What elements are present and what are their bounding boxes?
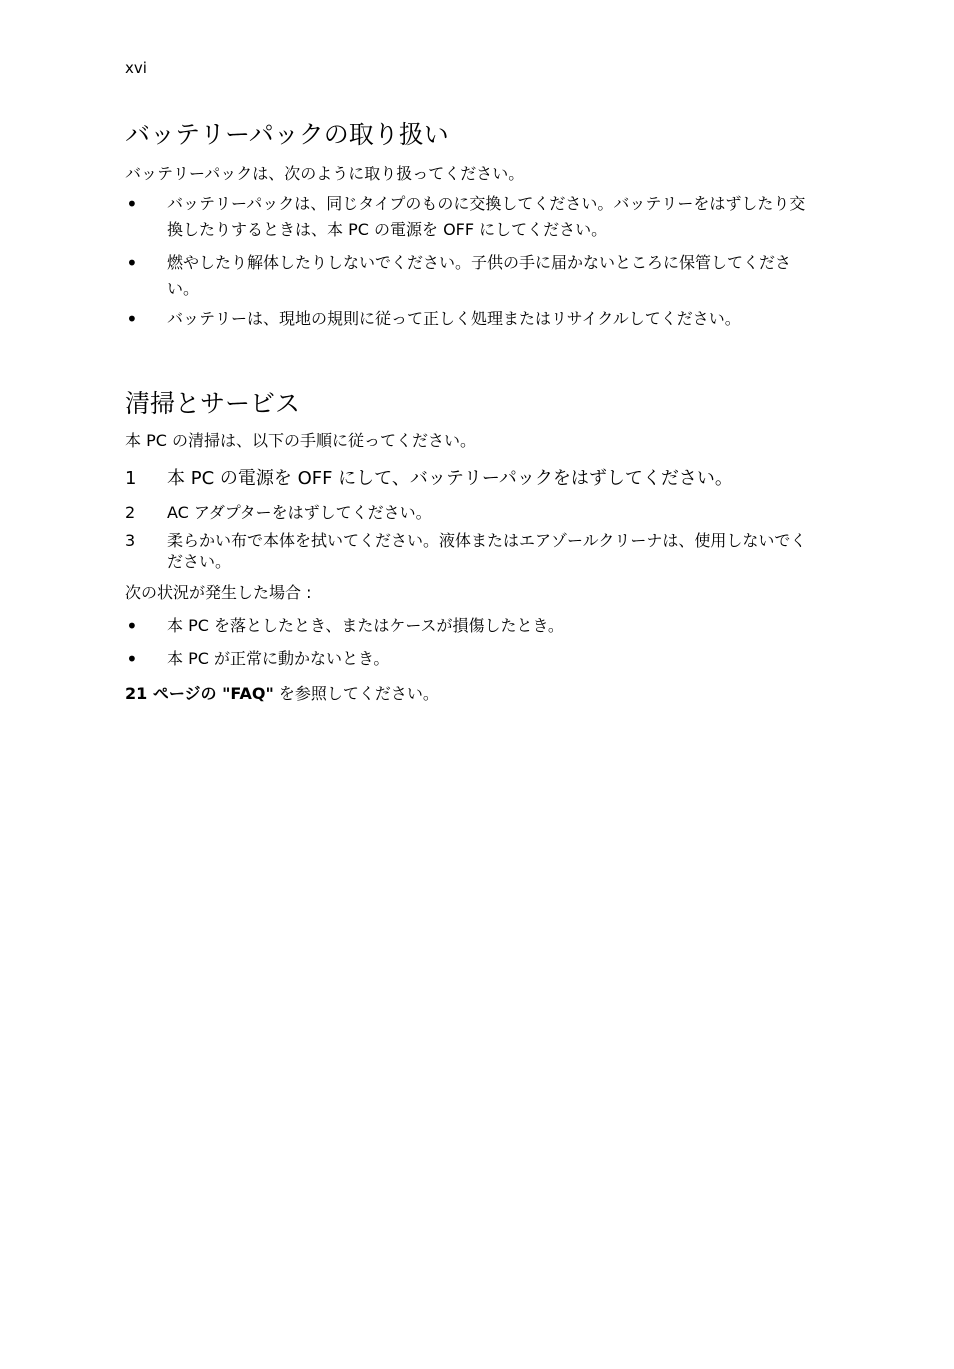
battery-list-item-text: バッテリーパックは、同じタイプのものに交換してください。バッテリーをはずしたり交換したりするときは、本 PC の電源を OFF にしてください。 [167, 194, 806, 239]
faq-reference [125, 682, 815, 706]
bullet-icon: • [126, 251, 138, 275]
bullet-icon: • [126, 647, 138, 671]
battery-list-item [125, 191, 815, 243]
battery-list-item [125, 250, 815, 302]
bullet-icon: • [126, 192, 138, 216]
step-text: 本 PC の電源を OFF にして、バッテリーパックをはずしてください。 [167, 468, 733, 489]
step-number: 3 [125, 531, 136, 550]
condition-item [125, 613, 815, 639]
cleaning-step [125, 466, 815, 492]
cleaning-step [125, 530, 815, 572]
faq-reference-link[interactable]: 21 ページの "FAQ" [125, 684, 274, 703]
step-number: 1 [125, 468, 137, 489]
cleaning-intro: 本 PC の清掃は、以下の手順に従ってください。 [125, 431, 476, 450]
bullet-icon: • [126, 614, 138, 638]
battery-list-item-text: バッテリーは、現地の規則に従って正しく処理またはリサイクルしてください。 [167, 309, 741, 328]
step-number: 2 [125, 503, 136, 522]
battery-list-item [125, 306, 815, 332]
step-text: 柔らかい布で本体を拭いてください。液体またはエアゾールクリーナは、使用しないでください。 [167, 531, 807, 571]
battery-intro: バッテリーパックは、次のように取り扱ってください。 [125, 164, 525, 183]
page-number: xvi [125, 59, 147, 77]
condition-item-text: 本 PC が正常に動かないとき。 [167, 649, 390, 668]
condition-item [125, 646, 815, 672]
faq-reference-text: を参照してください。 [273, 684, 439, 703]
cleaning-step [125, 500, 815, 526]
condition-intro: 次の状況が発生した場合 : [125, 583, 312, 602]
condition-item-text: 本 PC を落としたとき、またはケースが損傷したとき。 [167, 616, 564, 635]
step-text: AC アダプターをはずしてください。 [167, 503, 432, 522]
battery-section-title: バッテリーパックの取り扱い [125, 120, 449, 149]
battery-list-item-text: 燃やしたり解体したりしないでください。子供の手に届かないところに保管してください。 [167, 253, 792, 298]
cleaning-section-title: 清掃とサービス [125, 389, 301, 418]
bullet-icon: • [126, 307, 138, 331]
